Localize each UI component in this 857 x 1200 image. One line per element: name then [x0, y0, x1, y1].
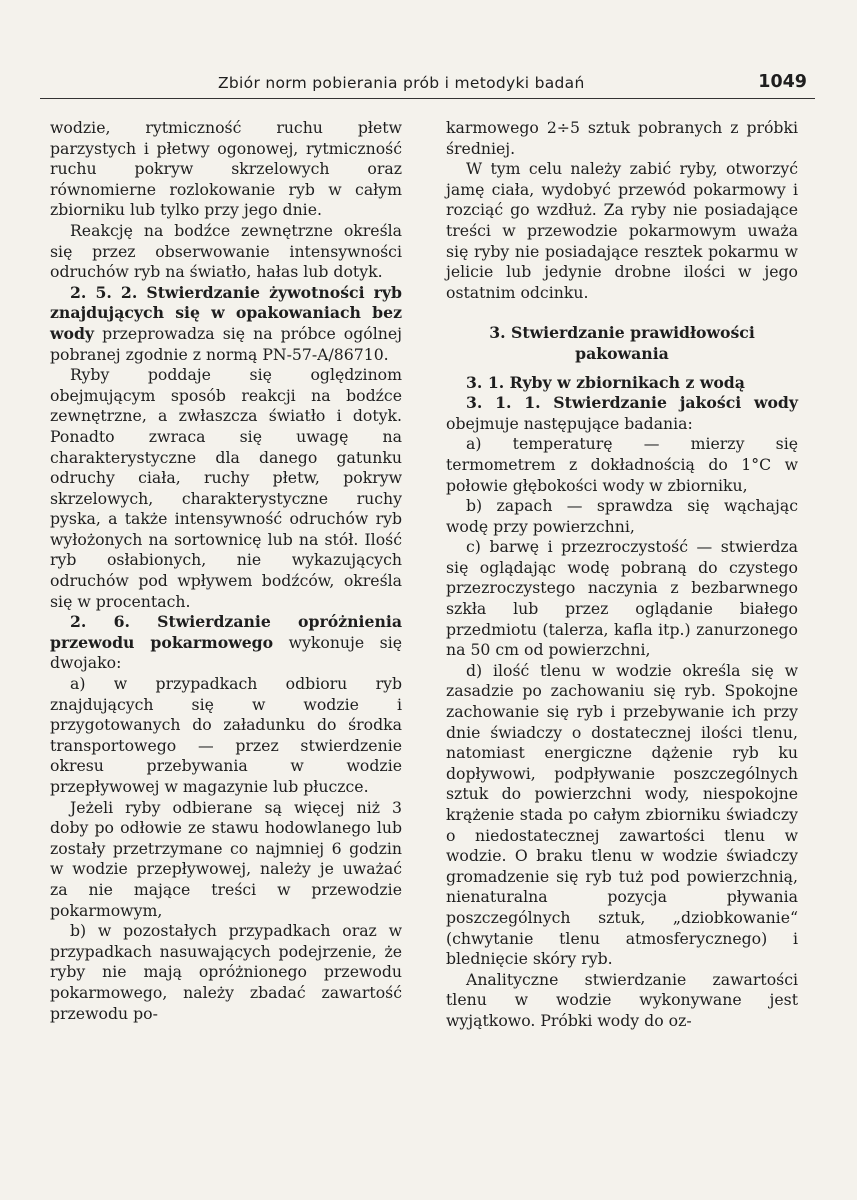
- heading-continuation: wykonuje się dwojako:: [50, 632, 403, 673]
- subsection-title: [446, 373, 798, 394]
- paragraph: Jeżeli ryby odbierane są więcej niż 3 doby po odłowie ze stawu hodowlanego lub zostały przetrzymane co najmniej 6 godzin w wodzie przepływowej, należy je uważać za nie mające treści w przewodzie pokarmowym,: [50, 797, 402, 920]
- paragraph: a) temperaturę — mierzy się termometrem z dokładnością do 1°C w połowie głębokości wody w zbiorniku,: [446, 434, 798, 495]
- running-header: [40, 74, 815, 100]
- paragraph: b) w pozostałych przypadkach oraz w przypadkach nasuwających podejrzenie, że ryby nie mają opróżnionego przewodu pokarmowego, należy zbadać zawartość przewodu po-: [50, 921, 402, 1023]
- header-title: Zbiór norm pobierania prób i metodyki badań: [218, 74, 585, 92]
- paragraph: Ryby poddaje się oględzinom obejmującym sposób reakcji na bodźce zewnętrzne, a zwłaszcza światło i dotyk. Ponadto zwraca się uwagę na charakterystyczne dla danego gatunku odruchy ciała, ruchy płetw, pokryw skrzelowych, charakterystyczne ruchy pyska, a także intensywność odruchów ryb wyłożonych na sortownicę lub na stół. Ilość ryb osłabionych, nie wykazujących odruchów pod wpływem bodźców, określa się w procentach.: [50, 365, 402, 611]
- page-number: 1049: [758, 72, 807, 92]
- heading-continuation: obejmuje następujące badania:: [446, 413, 693, 433]
- paragraph: Analityczne stwierdzanie zawartości tlenu w wodzie wykonywane jest wyjątkowo. Próbki wody do oz-: [446, 969, 798, 1030]
- right-column: [446, 118, 798, 1032]
- paragraph: c) barwę i przezroczystość — stwierdza się oglądając wodę pobraną do czystego przezroczystego naczynia z bezbarwnego szkła lub przez oglądanie białego przedmiotu (talerza, kafla itp.) zanurzonego na 50 cm od powierzchni,: [446, 537, 798, 660]
- header-rule: [40, 98, 815, 99]
- heading-paragraph: [446, 393, 798, 434]
- section-heading: 2. 6. Stwierdzanie opróżnienia przewodu pokarmowego: [50, 612, 402, 652]
- paragraph: b) zapach — sprawdza się wąchając wodę przy powierzchni,: [446, 496, 798, 536]
- paragraph: wodzie, rytmiczność ruchu płetw parzystych i płetwy ogonowej, rytmiczność ruchu pokryw skrzelowych oraz równomierne rozlokowanie ryb w całym zbiorniku lub tylko przy jego dnie.: [50, 118, 402, 220]
- section-title: 3. Stwierdzanie prawidłowości pakowania: [489, 323, 755, 363]
- paragraph: karmowego 2÷5 sztuk pobranych z próbki średniej.: [446, 118, 798, 158]
- heading-continuation: przeprowadza się na próbce ogólnej pobranej zgodnie z normą PN-57-A/86710.: [50, 323, 402, 364]
- heading-paragraph: [50, 283, 402, 365]
- left-column: [50, 118, 402, 1024]
- paragraph: a) w przypadkach odbioru ryb znajdujących się w wodzie i przygotowanych do załadunku do środka transportowego — przez stwierdzenie okresu przebywania w wodzie przepływowej w magazynie lub płuczce.: [50, 674, 402, 796]
- section-heading: 2. 5. 2. Stwierdzanie żywotności ryb znajdujących się w opakowaniach bez wody: [50, 282, 402, 343]
- subsection-title-text: 3. 1. Ryby w zbiornikach z wodą: [466, 372, 745, 392]
- paragraph: Reakcję na bodźce zewnętrzne określa się przez obserwowanie intensywności odruchów ryb na światło, hałas lub dotyk.: [50, 220, 402, 282]
- section-heading: 3. 1. 1. Stwierdzanie jakości wody: [466, 393, 798, 413]
- paragraph: W tym celu należy zabić ryby, otworzyć jamę ciała, wydobyć przewód pokarmowy i rozciąć go wzdłuż. Za ryby nie posiadające treści w przewodzie pokarmowym uważa się ryby nie posiadające resztek pokarmu w jelicie lub jedynie drobne ilości w jego ostatnim odcinku.: [446, 159, 798, 302]
- heading-paragraph: [50, 612, 402, 674]
- paragraph: d) ilość tlenu w wodzie określa się w zasadzie po zachowaniu się ryb. Spokojne zachowanie się ryb i przebywanie ich przy dnie świadczy o dostatecznej ilości tlenu, natomiast energiczne dążenie ryb ku dopływowi, podpływanie poszczególnych sztuk do powierzchni wody, niespokojne krążenie stada po całym zbiorniku świadczy o niedostatecznej zawartości tlenu w wodzie. O braku tlenu w wodzie świadczy gromadzenie się ryb tuż pod powierzchnią, nienaturalna pozycja pływania poszczególnych sztuk, „dziobkowanie“ (chwytanie tlenu atmosferycznego) i blednięcie skóry ryb.: [446, 660, 798, 969]
